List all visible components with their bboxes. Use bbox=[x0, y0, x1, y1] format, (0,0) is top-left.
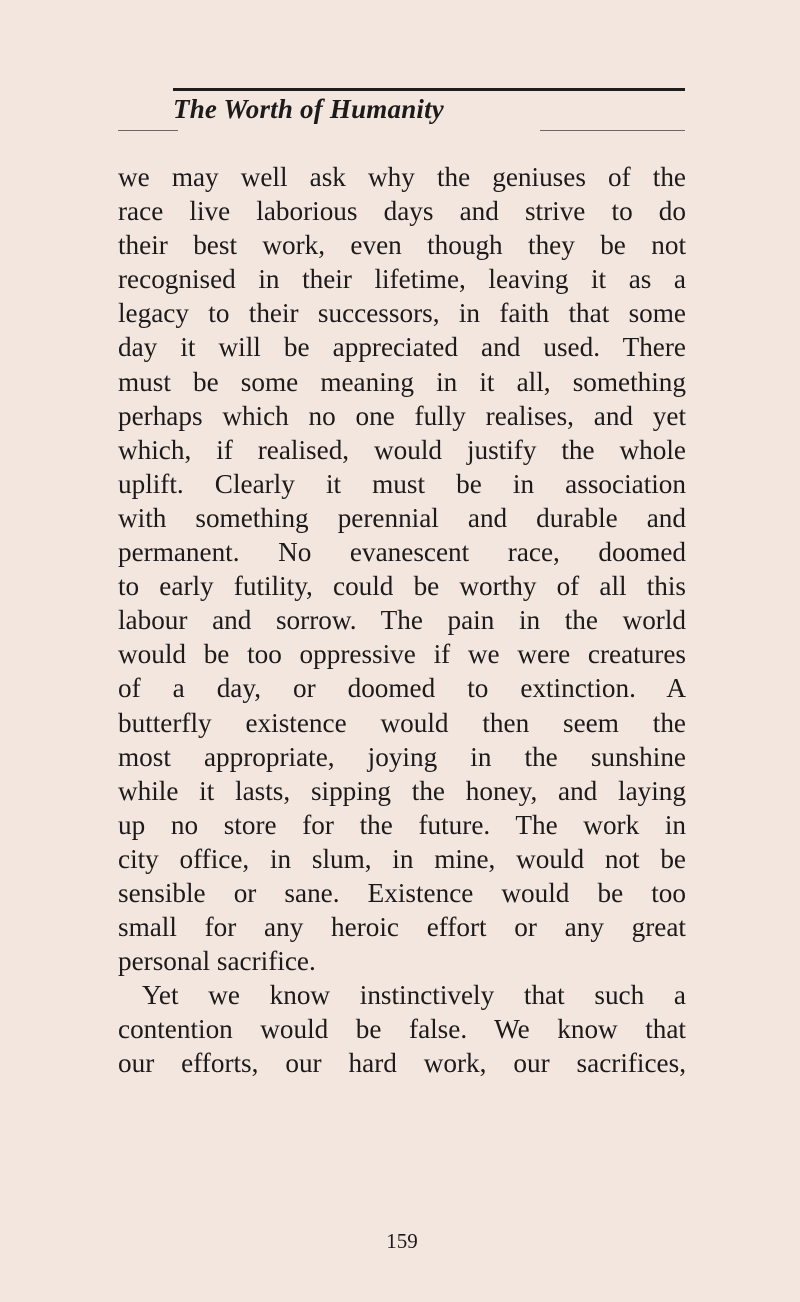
text-line: our efforts, our hard work, our sacrifices, bbox=[118, 1048, 686, 1079]
text-line: their best work, even though they be not bbox=[118, 230, 686, 261]
text-line: day it will be appreciated and used. There bbox=[118, 332, 686, 363]
text-line: city office, in slum, in mine, would not be bbox=[118, 843, 686, 874]
text-line: labour and sorrow. The pain in the world bbox=[118, 605, 686, 636]
text-line: permanent. No evanescent race, doomed bbox=[118, 537, 686, 568]
text-line: personal sacrifice. bbox=[118, 946, 316, 977]
text-line: while it lasts, sipping the honey, and laying bbox=[118, 775, 686, 806]
text-line: most appropriate, joying in the sunshine bbox=[118, 741, 686, 772]
text-line: which, if realised, would justify the whole bbox=[118, 434, 686, 465]
text-line: small for any heroic effort or any great bbox=[118, 912, 686, 943]
text-line: must be some meaning in it all, something bbox=[118, 366, 686, 397]
running-head: The Worth of Humanity bbox=[173, 94, 444, 124]
text-line: would be too oppressive if we were creatures bbox=[118, 639, 686, 670]
text-line: to early futility, could be worthy of all this bbox=[118, 571, 686, 602]
text-line: we may well ask why the geniuses of the bbox=[118, 162, 686, 192]
text-line: butterfly existence would then seem the bbox=[118, 707, 686, 738]
text-line: sensible or sane. Existence would be too bbox=[118, 877, 686, 908]
page-number: 159 bbox=[386, 1229, 418, 1253]
text-line: up no store for the future. The work in bbox=[118, 809, 686, 840]
text-line: perhaps which no one fully realises, and yet bbox=[118, 400, 686, 431]
body-text bbox=[118, 160, 686, 1081]
header-underline-left bbox=[118, 130, 178, 131]
text-line: race live laborious days and strive to do bbox=[118, 196, 686, 227]
header-underline-right bbox=[540, 130, 685, 131]
text-line: recognised in their lifetime, leaving it as a bbox=[118, 264, 686, 295]
text-line: of a day, or doomed to extinction. A bbox=[118, 673, 686, 704]
text-line: uplift. Clearly it must be in association bbox=[118, 468, 686, 499]
text-line: with something perennial and durable and bbox=[118, 502, 686, 533]
text-line: contention would be false. We know that bbox=[118, 1014, 686, 1045]
text-line: Yet we know instinctively that such a bbox=[142, 980, 686, 1011]
text-line: legacy to their successors, in faith that some bbox=[118, 298, 686, 329]
